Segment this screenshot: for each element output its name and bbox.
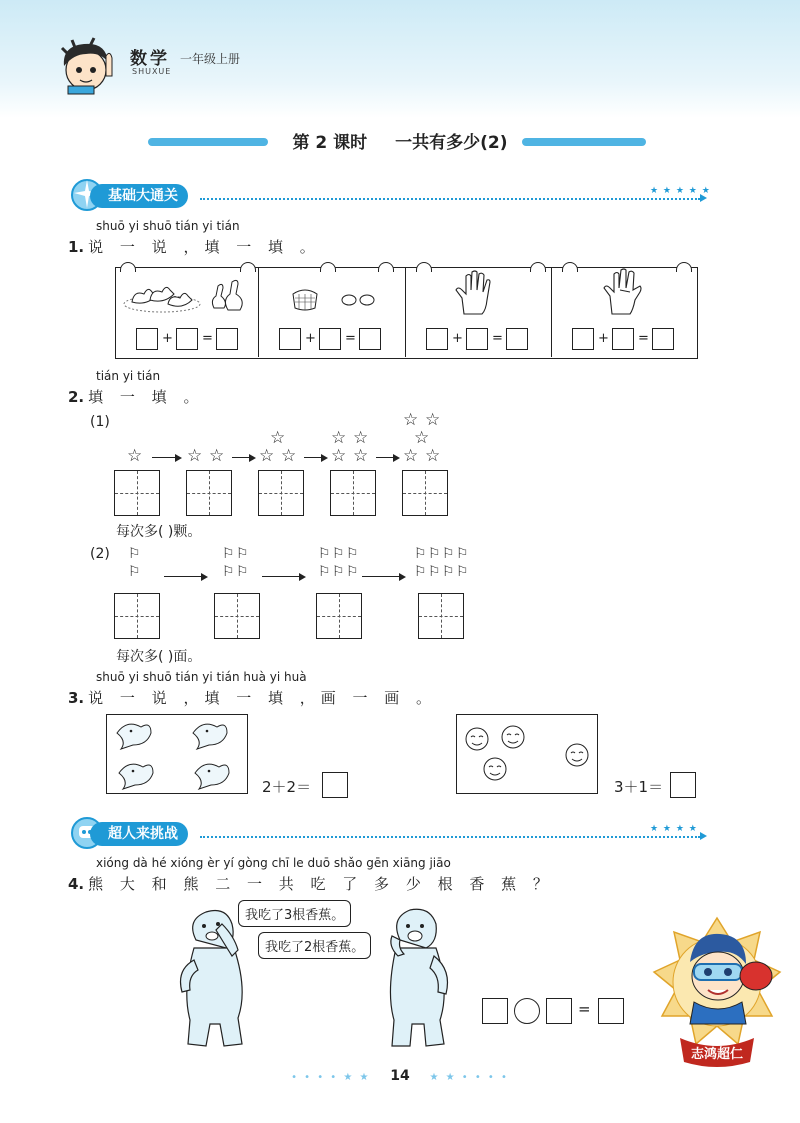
speech-bubble-big-bear: 我吃了3根香蕉。 bbox=[238, 900, 351, 927]
q1-panel-eggs bbox=[259, 268, 406, 357]
q1-panel-row bbox=[115, 267, 698, 359]
star-icon: ☆ bbox=[127, 446, 143, 466]
q1-box-4b[interactable] bbox=[612, 328, 634, 350]
sequence-arrow-icon bbox=[262, 576, 304, 577]
q2-part2-label: (2) bbox=[90, 546, 110, 562]
q1-box-2a[interactable] bbox=[279, 328, 301, 350]
q1-panel-hand-four bbox=[552, 268, 699, 357]
flag-icon: ⚐ bbox=[442, 546, 455, 562]
star-icon: ☆ bbox=[270, 428, 286, 448]
star-icon: ☆ bbox=[331, 446, 347, 466]
star-icon: ☆ bbox=[209, 446, 225, 466]
q4-answer-box-1[interactable] bbox=[482, 998, 508, 1024]
star-icon: ☆ bbox=[187, 446, 203, 466]
q1-plus-1: + bbox=[162, 331, 173, 346]
grade-label: 一年级上册 bbox=[180, 52, 241, 66]
flag-icon: ⚐ bbox=[222, 546, 235, 562]
q1-plus-4: + bbox=[598, 331, 609, 346]
flag-icon: ⚐ bbox=[456, 564, 469, 580]
q3-number: 3. bbox=[68, 689, 85, 707]
q3-pinyin: shuō yi shuō tián yi tián huà yi huà bbox=[96, 670, 307, 684]
q1-plus-2: + bbox=[305, 331, 316, 346]
sequence-arrow-icon bbox=[304, 457, 326, 458]
q3-equation-right: 3＋1＝ bbox=[614, 778, 664, 796]
page-footer bbox=[0, 1068, 800, 1084]
q3-faces-frame bbox=[456, 714, 598, 794]
section-challenge-dotline bbox=[200, 836, 700, 838]
q4-number: 4. bbox=[68, 875, 85, 893]
q1-question bbox=[68, 236, 321, 257]
q4-answer-box-3[interactable] bbox=[598, 998, 624, 1024]
panel-hook bbox=[562, 262, 578, 272]
star-icon: ☆ bbox=[353, 446, 369, 466]
hand-four-icon bbox=[600, 268, 650, 316]
q2-part1-label: (1) bbox=[90, 414, 110, 430]
star-icon: ☆ bbox=[281, 446, 297, 466]
panel-hook bbox=[416, 262, 432, 272]
flag-icon: ⚐ bbox=[428, 546, 441, 562]
footer-dots-right: ★ ★ • • • • bbox=[429, 1072, 509, 1083]
sequence-arrow-icon bbox=[164, 576, 206, 577]
mascot-head-icon bbox=[56, 36, 122, 96]
q3-answer-box-left[interactable] bbox=[322, 772, 348, 798]
flag-icon: ⚐ bbox=[414, 546, 427, 562]
sequence-arrow-icon bbox=[376, 457, 398, 458]
flag-icon: ⚐ bbox=[128, 564, 141, 580]
q1-panel-hand-five bbox=[406, 268, 552, 357]
sequence-arrow-icon bbox=[232, 457, 254, 458]
q2-grid-6[interactable] bbox=[114, 593, 160, 639]
q1-pinyin: shuō yi shuō tián yi tián bbox=[96, 219, 240, 233]
section-challenge-stars: ★ ★ ★ ★ bbox=[650, 824, 698, 834]
q3-question bbox=[68, 687, 437, 708]
flag-icon: ⚐ bbox=[428, 564, 441, 580]
q1-number: 1. bbox=[68, 238, 85, 256]
ducks-illustration-icon bbox=[122, 274, 252, 314]
section-basic-badge bbox=[70, 182, 220, 210]
star-icon: ☆ bbox=[403, 446, 419, 466]
star-icon: ☆ bbox=[425, 446, 441, 466]
q2-text: 填 一 填 。 bbox=[88, 388, 205, 406]
sequence-arrow-icon bbox=[362, 576, 404, 577]
flag-icon: ⚐ bbox=[128, 546, 141, 562]
q2-part2-answer[interactable]: 每次多( )面。 bbox=[116, 649, 202, 665]
medal-text: 志鸿超仁 bbox=[690, 1047, 744, 1062]
q4-operator-circle[interactable] bbox=[514, 998, 540, 1024]
flag-icon: ⚐ bbox=[332, 546, 345, 562]
speech-bubble-small-bear: 我吃了2根香蕉。 bbox=[258, 932, 371, 959]
q1-box-3c[interactable] bbox=[506, 328, 528, 350]
q3-text: 说 一 说 ，填 一 填 ，画 一 画 。 bbox=[88, 689, 438, 707]
q2-grid-3[interactable] bbox=[258, 470, 304, 516]
q2-grid-4[interactable] bbox=[330, 470, 376, 516]
q3-birds-frame bbox=[106, 714, 248, 794]
panel-hook bbox=[120, 262, 136, 272]
flag-icon: ⚐ bbox=[346, 546, 359, 562]
panel-hook bbox=[530, 262, 546, 272]
birds-illustration-icon bbox=[111, 717, 243, 791]
panel-hook bbox=[378, 262, 394, 272]
q2-grid-9[interactable] bbox=[418, 593, 464, 639]
flag-icon: ⚐ bbox=[332, 564, 345, 580]
q1-box-3a[interactable] bbox=[426, 328, 448, 350]
star-icon: ☆ bbox=[331, 428, 347, 448]
star-icon: ☆ bbox=[425, 410, 441, 430]
q1-box-1c[interactable] bbox=[216, 328, 238, 350]
q2-question bbox=[68, 386, 204, 407]
q2-number: 2. bbox=[68, 388, 85, 406]
q4-answer-box-2[interactable] bbox=[546, 998, 572, 1024]
q1-plus-3: + bbox=[452, 331, 463, 346]
q2-pinyin: tián yi tián bbox=[96, 369, 161, 383]
q1-box-2c[interactable] bbox=[359, 328, 381, 350]
section-basic-stars: ★ ★ ★ ★ ★ bbox=[650, 186, 711, 196]
q4-question bbox=[68, 873, 554, 894]
q1-equals-3: = bbox=[492, 331, 503, 346]
flag-icon: ⚐ bbox=[346, 564, 359, 580]
page-number: 14 bbox=[390, 1068, 410, 1084]
star-icon: ☆ bbox=[403, 410, 419, 430]
lesson-number: 第 2 课时 bbox=[292, 133, 368, 153]
section-basic-dotline bbox=[200, 198, 700, 200]
flag-icon: ⚐ bbox=[236, 564, 249, 580]
footer-dots-left: • • • • ★ ★ bbox=[291, 1072, 371, 1083]
flag-icon: ⚐ bbox=[414, 564, 427, 580]
flag-icon: ⚐ bbox=[236, 546, 249, 562]
q1-equals-4: = bbox=[638, 331, 649, 346]
q1-box-1b[interactable] bbox=[176, 328, 198, 350]
q4-equals: = bbox=[578, 1000, 591, 1018]
q2-grid-8[interactable] bbox=[316, 593, 362, 639]
panel-hook bbox=[320, 262, 336, 272]
q1-equals-2: = bbox=[345, 331, 356, 346]
panel-hook bbox=[676, 262, 692, 272]
section-challenge-arrow-icon bbox=[700, 832, 707, 840]
q2-grid-5[interactable] bbox=[402, 470, 448, 516]
bear-small-icon bbox=[378, 900, 458, 1050]
q3-equation-left: 2＋2＝ bbox=[262, 778, 312, 796]
flag-icon: ⚐ bbox=[222, 564, 235, 580]
q1-panel-ducks bbox=[116, 268, 259, 357]
hand-five-icon bbox=[454, 270, 498, 316]
subject-title: 数学 bbox=[130, 49, 170, 69]
q1-box-1a[interactable] bbox=[136, 328, 158, 350]
panel-hook bbox=[240, 262, 256, 272]
q1-box-4a[interactable] bbox=[572, 328, 594, 350]
sequence-arrow-icon bbox=[152, 457, 180, 458]
lesson-title bbox=[0, 128, 800, 153]
basket-eggs-illustration-icon bbox=[289, 282, 389, 312]
q3-answer-box-right[interactable] bbox=[670, 772, 696, 798]
section-challenge-badge bbox=[70, 820, 220, 848]
q4-text: 熊 大 和 熊 二 一 共 吃 了 多 少 根 香 蕉 ？ bbox=[88, 875, 554, 893]
q1-box-2b[interactable] bbox=[319, 328, 341, 350]
section-basic-label: 基础大通关 bbox=[90, 184, 188, 208]
section-challenge-label: 超人来挑战 bbox=[90, 822, 188, 846]
q2-part1-answer[interactable]: 每次多( )颗。 bbox=[116, 524, 202, 540]
subject-pinyin: SHUXUE bbox=[132, 67, 172, 76]
star-icon: ☆ bbox=[259, 446, 275, 466]
q1-box-3b[interactable] bbox=[466, 328, 488, 350]
q1-box-4c[interactable] bbox=[652, 328, 674, 350]
star-icon: ☆ bbox=[353, 428, 369, 448]
smiley-faces-icon bbox=[457, 715, 597, 793]
q2-grid-1[interactable] bbox=[114, 470, 160, 516]
q1-equals-1: = bbox=[202, 331, 213, 346]
q2-grid-2[interactable] bbox=[186, 470, 232, 516]
flag-icon: ⚐ bbox=[318, 546, 331, 562]
flag-icon: ⚐ bbox=[442, 564, 455, 580]
lesson-name: 一共有多少(2) bbox=[395, 133, 508, 153]
superhero-mascot-icon bbox=[650, 912, 784, 1072]
star-icon: ☆ bbox=[414, 428, 430, 448]
flag-icon: ⚐ bbox=[318, 564, 331, 580]
q1-text: 说 一 说 ，填 一 填 。 bbox=[88, 238, 321, 256]
flag-icon: ⚐ bbox=[456, 546, 469, 562]
q4-pinyin: xióng dà hé xióng èr yí gòng chī le duō shǎo gēn xiāng jiāo bbox=[96, 856, 451, 870]
q2-grid-7[interactable] bbox=[214, 593, 260, 639]
